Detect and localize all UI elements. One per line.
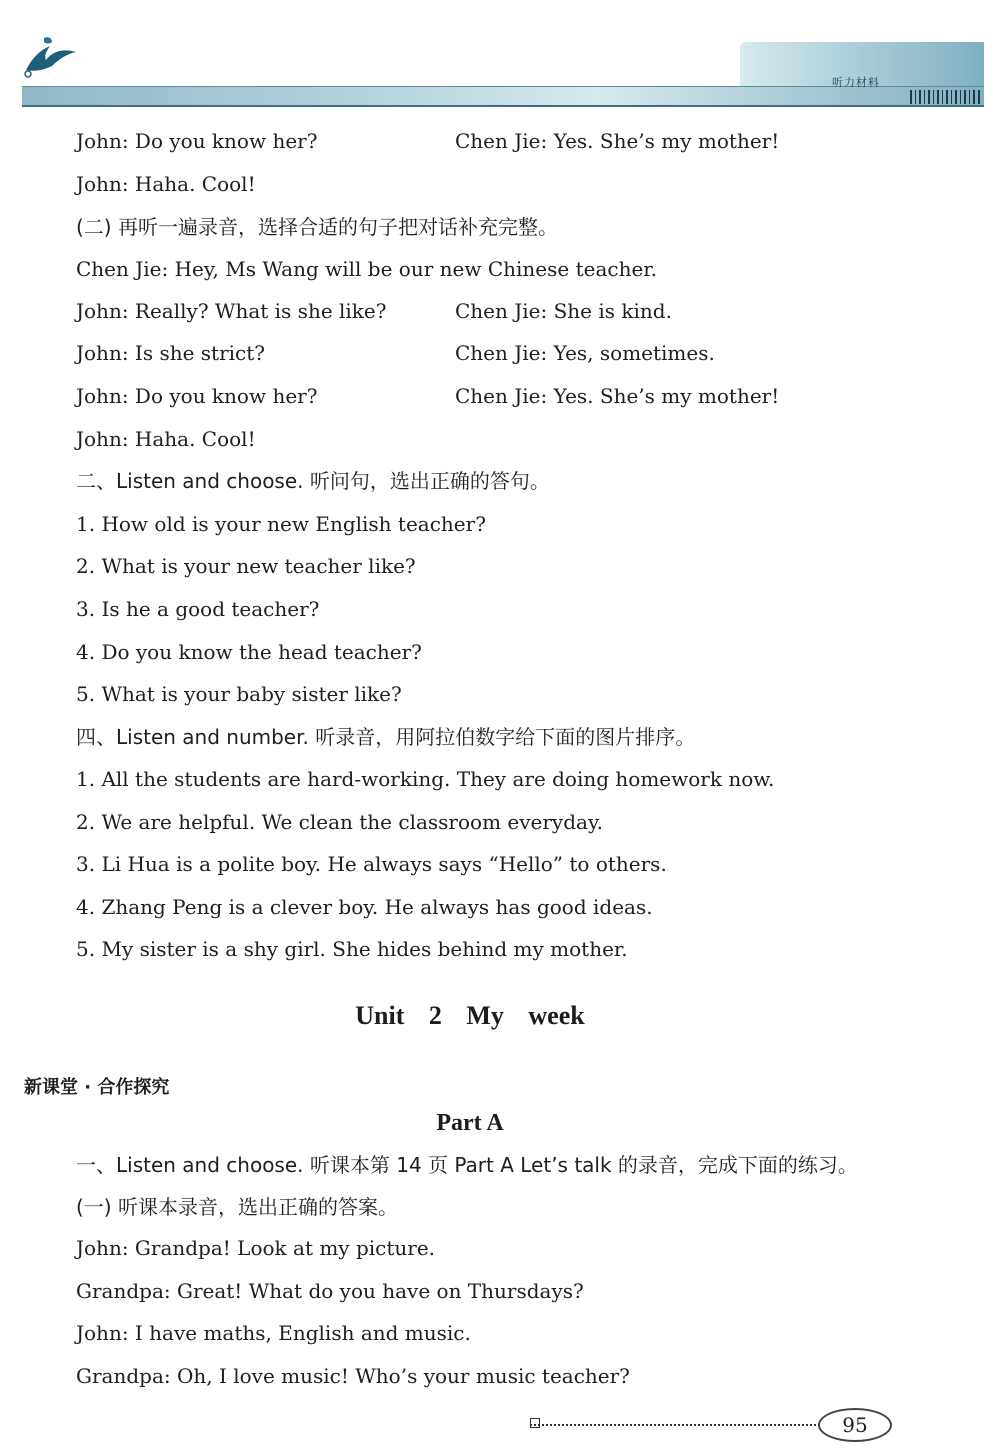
text-line: 1. All the students are hard-working. They are doing homework now. [76,767,775,791]
text-line: 2. We are helpful. We clean the classroom everyday. [76,810,603,834]
text-line: Chen Jie: Yes, sometimes. [455,341,715,365]
text-line: (二) 再听一遍录音，选择合适的句子把对话补充完整。 [76,215,558,239]
text-line: 3. Li Hua is a polite boy. He always says “Hello” to others. [76,852,667,876]
text-line: 2. What is your new teacher like? [76,554,416,578]
text-line: John: Do you know her? [76,384,318,408]
header-label: 听力材料 [832,76,880,89]
text-line: John: Grandpa! Look at my picture. [76,1236,436,1260]
text-line: 3. Is he a good teacher? [76,597,320,621]
text-line: 一、Listen and choose. 听课本第 14 页 Part A Let’s talk 的录音，完成下面的练习。 [76,1153,858,1177]
text-line: John: Is she strict? [76,341,265,365]
text-line: 二、Listen and choose. 听问句，选出正确的答句。 [76,469,550,493]
text-line: Chen Jie: Yes. She’s my mother! [455,384,780,408]
footer-square-icon [530,1418,540,1428]
text-line: Chen Jie: Hey, Ms Wang will be our new Chinese teacher. [76,257,658,281]
page-number: 95 [818,1408,892,1442]
text-line: Chen Jie: Yes. She’s my mother! [455,129,780,153]
part-title: Part A [436,1110,504,1136]
section-label: 新课堂 · 合作探究 [24,1077,170,1098]
text-line: 5. My sister is a shy girl. She hides behind my mother. [76,937,628,961]
text-line: John: Do you know her? [76,129,318,153]
text-line: 四、Listen and number. 听录音，用阿拉伯数字给下面的图片排序。 [76,725,696,749]
text-line: John: Haha. Cool! [76,427,256,451]
text-line: Chen Jie: She is kind. [455,299,672,323]
text-line: 1. How old is your new English teacher? [76,512,486,536]
text-line: (一) 听课本录音，选出正确的答案。 [76,1195,398,1219]
text-line: John: Haha. Cool! [76,172,256,196]
barcode-decoration [910,90,982,104]
text-line: John: I have maths, English and music. [76,1321,471,1345]
footer-dotted-rule [530,1424,820,1426]
text-line: Grandpa: Oh, I love music! Who’s your music teacher? [76,1364,630,1388]
text-line: Grandpa: Great! What do you have on Thursdays? [76,1279,584,1303]
page-header [0,0,1000,110]
text-line: John: Really? What is she like? [76,299,387,323]
text-line: 4. Zhang Peng is a clever boy. He always has good ideas. [76,895,653,919]
text-line: 4. Do you know the head teacher? [76,640,422,664]
bird-logo-icon [22,32,82,82]
unit-title: Unit 2 My week [355,1001,585,1030]
text-line: 5. What is your baby sister like? [76,682,402,706]
